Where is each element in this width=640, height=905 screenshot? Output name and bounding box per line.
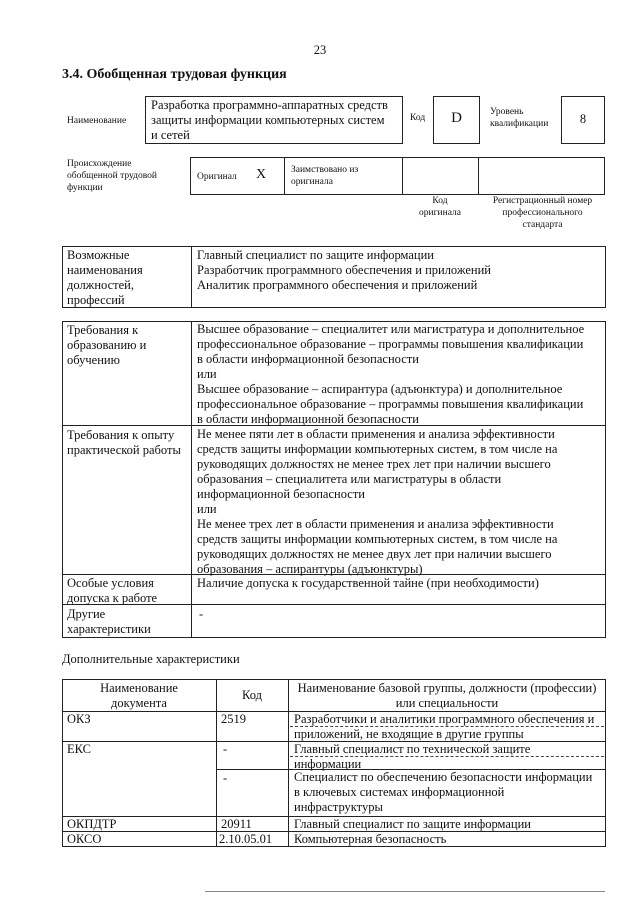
table-row-code: -	[223, 771, 228, 785]
level-value: 8	[579, 112, 587, 126]
code-original-line: Код	[432, 196, 448, 206]
other-label	[67, 607, 151, 637]
col-name-header-line: или специальности	[395, 696, 499, 710]
level-label	[490, 106, 548, 130]
experience-line: или	[197, 502, 217, 516]
position-item: Аналитик программного обеспечения и приложений	[197, 278, 478, 292]
table-row-name	[294, 770, 592, 815]
table-row-name-line: Специалист по обеспечению безопасности информации	[294, 770, 593, 784]
education-label	[67, 323, 146, 368]
table-row-name: Главный специалист по защите информации	[294, 817, 531, 831]
table-row-code: 2.10.05.01	[219, 832, 273, 846]
education-line: или	[197, 367, 217, 381]
education-label-line: образованию и	[67, 338, 147, 352]
table-row-doc: ЕКС	[67, 742, 91, 756]
table-row-doc: ОКПДТР	[67, 817, 117, 831]
col-name-header-line: Наименование базовой группы, должности (профессии)	[297, 681, 597, 695]
table-row-name	[294, 742, 530, 772]
positions-label-line: наименования	[67, 263, 143, 277]
positions-label-line: профессий	[67, 293, 125, 307]
origin-label	[67, 158, 157, 194]
original-label: Оригинал	[197, 172, 237, 182]
other-label-line: характеристики	[67, 622, 151, 636]
positions-label-line: Возможные	[67, 248, 130, 262]
experience-line: средств защиты информации компьютерных систем, в том числе на	[197, 532, 558, 546]
table-row-code: 20911	[221, 817, 252, 831]
col-document-header-line: Наименование	[100, 681, 178, 695]
table-row-doc: ОКЗ	[67, 712, 91, 726]
education-label-line: Требования к	[67, 323, 139, 337]
positions-label-line: должностей,	[67, 278, 134, 292]
page-bottom-rule	[205, 891, 605, 892]
position-item: Главный специалист по защите информации	[197, 248, 434, 262]
origin-label-line: Происхождение	[67, 159, 132, 169]
table-row-name-line: приложений, не входящие в другие группы	[294, 727, 524, 741]
name-label: Наименование	[67, 116, 127, 126]
experience-value	[197, 427, 602, 577]
other-value: -	[199, 607, 204, 621]
special-label-line: допуска к работе	[67, 591, 158, 605]
table-row-name-line: информации	[294, 757, 362, 771]
education-line: в области информационной безопасности	[197, 352, 419, 366]
name-value	[151, 98, 388, 143]
table-row-name-line: Главный специалист по технической защите	[294, 742, 531, 756]
experience-label	[67, 428, 181, 458]
level-label-line: Уровень	[490, 107, 524, 117]
positions-label	[67, 248, 143, 308]
education-line: Высшее образование – специалитет или магистратура и дополнительное	[197, 322, 585, 336]
code-original-label	[410, 195, 470, 219]
table-row-name-line: в ключевых системах информационной	[294, 785, 505, 799]
code-original-line: оригинала	[419, 208, 461, 218]
name-line: и сетей	[151, 128, 190, 142]
experience-line: Не менее пяти лет в области применения и анализа эффективности	[197, 427, 555, 441]
education-label-line: обучению	[67, 353, 120, 367]
borrowed-label-line: Заимствовано из	[291, 165, 359, 175]
education-line: профессиональное образование – программы повышения квалификации	[197, 397, 584, 411]
experience-line: руководящих должностях не менее двух лет при наличии высшего	[197, 547, 552, 561]
experience-label-line: практической работы	[67, 443, 181, 457]
page-number: 23	[313, 43, 327, 57]
reg-number-label	[480, 195, 605, 231]
section-title: 3.4. Обобщенная трудовая функция	[62, 67, 287, 82]
origin-box	[190, 157, 605, 195]
table-row-name-line: инфраструктуры	[294, 800, 383, 814]
special-label-line: Особые условия	[67, 576, 154, 590]
col-document-header	[62, 681, 216, 711]
experience-line: Не менее трех лет в области применения и анализа эффективности	[197, 517, 554, 531]
table-row-name: Компьютерная безопасность	[294, 832, 447, 846]
table-row-doc: ОКСО	[67, 832, 102, 846]
origin-label-line: обобщенной трудовой	[67, 171, 157, 181]
original-mark: X	[256, 167, 267, 182]
additional-title: Дополнительные характеристики	[62, 652, 240, 666]
borrowed-label-line: оригинала	[291, 177, 333, 187]
experience-line: средств защиты информации компьютерных систем, в том числе на	[197, 442, 558, 456]
positions-list	[197, 248, 491, 293]
table-row-name	[294, 712, 594, 742]
borrowed-label	[291, 164, 358, 188]
table-row-code: 2519	[221, 712, 246, 726]
special-value: Наличие допуска к государственной тайне (при необходимости)	[197, 576, 539, 590]
table-row-name-line: Разработчики и аналитики программного обеспечения и	[294, 712, 595, 726]
name-line: защиты информации компьютерных систем	[151, 113, 385, 127]
special-label	[67, 576, 157, 606]
education-value	[197, 322, 602, 427]
experience-line: образования – аспирантуры (адъюнктуры)	[197, 562, 423, 576]
level-label-line: квалификации	[490, 119, 549, 129]
code-label: Код	[410, 113, 426, 123]
origin-label-line: функции	[67, 183, 103, 193]
code-value: D	[451, 110, 462, 126]
col-name-header	[288, 681, 606, 711]
name-line: Разработка программно-аппаратных средств	[151, 98, 388, 112]
experience-line: информационной безопасности	[197, 487, 365, 501]
education-line: Высшее образование – аспирантура (адъюнктура) и дополнительное	[197, 382, 563, 396]
experience-line: образования – специалитета или магистратуры в области	[197, 472, 502, 486]
education-line: профессиональное образование – программы повышения квалификации	[197, 337, 584, 351]
position-item: Разработчик программного обеспечения и приложений	[197, 263, 491, 277]
col-document-header-line: документа	[111, 696, 167, 710]
other-label-line: Другие	[67, 607, 106, 621]
col-code-header: Код	[242, 688, 262, 702]
education-line: в области информационной безопасности	[197, 412, 419, 426]
reg-number-line: Регистрационный номер	[492, 196, 593, 206]
experience-label-line: Требования к опыту	[67, 428, 175, 442]
reg-number-line: стандарта	[522, 220, 563, 230]
table-row-code: -	[223, 742, 228, 756]
experience-line: руководящих должностях не менее трех лет при наличии высшего	[197, 457, 551, 471]
reg-number-line: профессионального	[502, 208, 583, 218]
